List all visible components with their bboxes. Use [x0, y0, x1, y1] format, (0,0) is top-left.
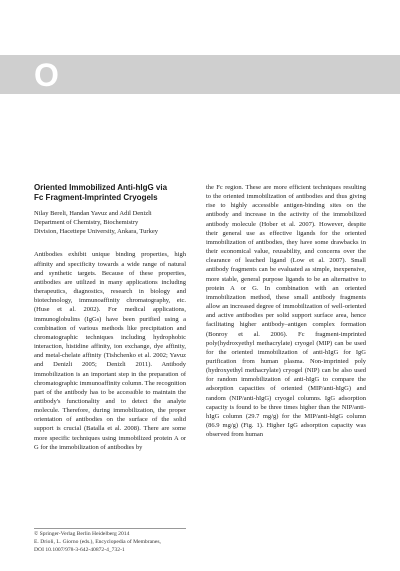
affiliation-line-1: Department of Chemistry, Biochemistry — [34, 219, 139, 227]
article-title — [34, 183, 186, 203]
right-column — [206, 183, 366, 439]
left-paragraph: Antibodies exhibit unique binding properties, high affinity and specificity towards a wide range of natural and synthetic targets. Because of these properties, antibodies are utilized in many applications including therapeutics, diagnostics, research in biology and biotechnology, immunoaffinity chromatography, etc. (Huse et al. 2002). For medical applications, immunoglobulins (IgGs) have been purified using a combination of various methods like precipitation and chromatographic techniques including hydrophobic interaction, histidine affinity, ion exchange, dye affinity, and metal-chelate affinity (Tishchenko et al. 2002; Yavuz and Denizli 2005; Denizli 2011). Antibody immobilization is an important step in the preparation of chromatographic immunoaffinity column. The recognition part of the antibody has to be accessible to maintain the antibody's functionality and to detect the analyte molecule. Therefore, during immobilization, the proper orientation of antibodies on the surface of the solid support is crucial (Batalla et al. 2008). There are some more specific techniques using immobilized protein A or G for the immobilization of antibodies by — [34, 251, 186, 451]
footer-editors: E. Drioli, L. Giorno (eds.), Encyclopedia of Membranes, — [34, 538, 161, 545]
footer-copyright: © Springer-Verlag Berlin Heidelberg 2014 — [34, 531, 130, 537]
left-column — [34, 183, 186, 452]
author-block — [34, 209, 186, 236]
right-paragraph: the Fc region. These are more efficient techniques resulting to the oriented immobilization of antibodies and thus giving rise to highly accessible antigen-binding sites on the antibody and increase in the activity of the immobilized antibody molecule (Hober et al. 2007). However, despite their general use as effective ligands for the oriented immobilization of antibodies, they have some drawbacks in their economical value, reusability, and concerns over the clearance of leached ligand (Low et al. 2007). Small antibody fragments can be evaluated as simple, inexpensive, more stable, general purpose ligands to be an alternative to protein A or G. In combination with an oriented immobilization method, these small antibody fragments allow an increased degree of immobilization of well-oriented and active antibodies per solid support surface area, hence facilitating higher antibody–antigen complex formation (Bonroy et al. 2006). Fc fragment-imprinted poly(hydroxyethyl methacrylate) cryogel (MIP) can be used for the oriented immobilization of anti-hIgG for IgG purification from human plasma. Non-imprinted poly (hydroxyethyl methacrylate) cryogel (NIP) can be also used for random immobilization of anti-hIgG to compare the adsorption capacities of oriented (MIP/anti-hIgG) and random (NIP/anti-hIgG) cryogel columns. IgG adsorption capacity is found to be three times higher than the NIP/anti-hIgG column (29.7 mg/g) for the MIP/anti-hIgG column (86.9 mg/g) (Fig. 1). Higher IgG adsorption capacity was observed from human — [206, 184, 366, 439]
authors: Nilay Bereli, Handan Yavuz and Adil Denizli — [34, 210, 152, 217]
footer — [34, 528, 186, 554]
section-letter: O — [34, 57, 59, 93]
footer-doi: DOI 10.1007/978-3-642-40872-4_732-1 — [34, 546, 125, 553]
title-line-2: Fc Fragment-Imprinted Cryogels — [34, 193, 158, 202]
title-line-1: Oriented Immobilized Anti-hIgG via — [34, 183, 168, 192]
section-header-band — [0, 55, 400, 94]
affiliation-line-2: Division, Hacettepe University, Ankara, Turkey — [34, 228, 158, 236]
